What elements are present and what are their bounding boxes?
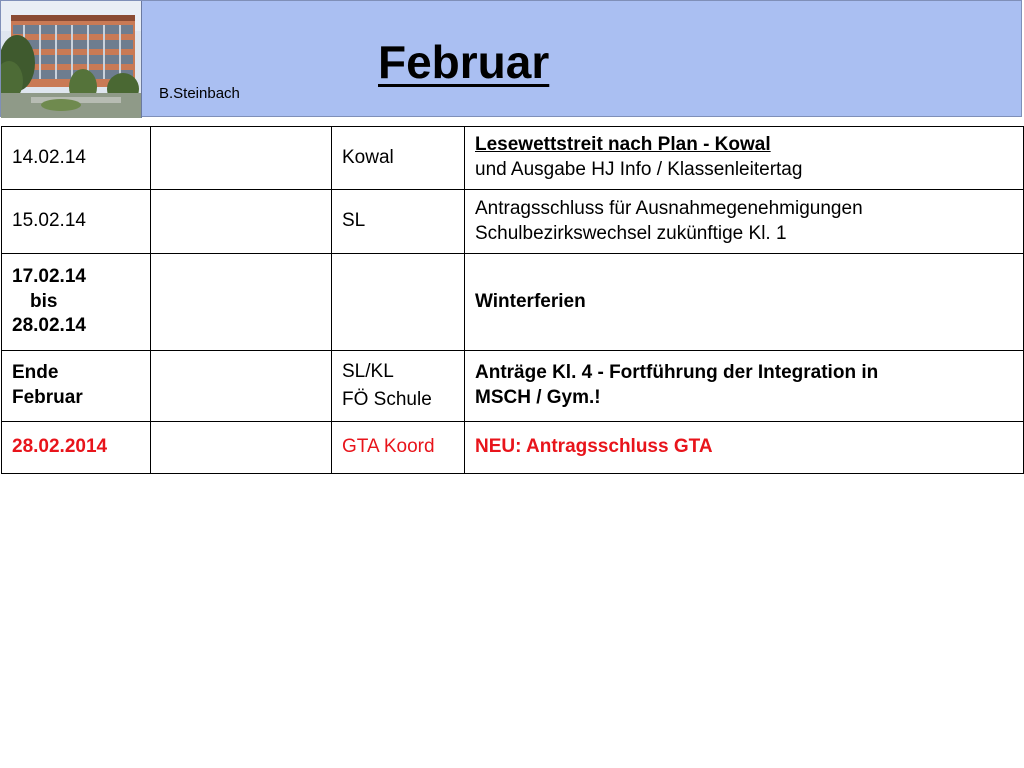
date-range-cell [2, 254, 151, 351]
responsible-cell [332, 351, 465, 422]
event-line-1: Antragsschluss für Ausnahmegenehmigungen [475, 197, 863, 219]
table-row [2, 422, 1024, 474]
date-range-separator: bis [30, 290, 58, 312]
school-building-photo [1, 1, 142, 118]
responsible-cell [332, 422, 465, 474]
event-cell [465, 351, 1024, 422]
date-range-end: 28.02.14 [12, 315, 86, 337]
date-range-start: 17.02.14 [12, 265, 86, 287]
responsible-text: Kowal [342, 146, 394, 168]
table-row [2, 127, 1024, 190]
event-title: Lesewettstreit nach Plan - Kowal [475, 134, 771, 156]
event-line-2: MSCH / Gym.! [475, 387, 601, 408]
event-cell [465, 190, 1024, 254]
date-cell [2, 422, 151, 474]
empty-cell [151, 422, 332, 474]
date-line-1: Ende [12, 362, 59, 384]
empty-cell [151, 190, 332, 254]
event-cell [465, 254, 1024, 351]
date-cell [2, 190, 151, 254]
date-text: 15.02.14 [12, 210, 86, 232]
date-text: 14.02.14 [12, 146, 86, 168]
empty-cell [151, 351, 332, 422]
table-row [2, 190, 1024, 254]
empty-cell [151, 254, 332, 351]
responsible-cell [332, 190, 465, 254]
event-line-2: Schulbezirkswechsel zukünftige Kl. 1 [475, 222, 787, 244]
responsible-text: SL [342, 210, 366, 232]
date-cell [2, 351, 151, 422]
date-cell [2, 127, 151, 190]
page-title: Februar [378, 36, 550, 88]
empty-cell [151, 127, 332, 190]
event-cell [465, 422, 1024, 474]
event-title: NEU: Antragsschluss GTA [475, 436, 713, 458]
table-row [2, 254, 1024, 351]
date-text: 28.02.2014 [12, 436, 108, 458]
event-detail: und Ausgabe HJ Info / Klassenleitertag [475, 159, 803, 180]
responsible-line-2: FÖ Schule [342, 389, 432, 410]
responsible-line-1: SL/KL [342, 361, 394, 383]
author-label: B.Steinbach [159, 85, 240, 102]
schedule-table [1, 126, 1024, 474]
responsible-cell [332, 254, 465, 351]
table-row [2, 351, 1024, 422]
event-title: Winterferien [475, 290, 586, 312]
date-line-2: Februar [12, 387, 83, 408]
responsible-cell [332, 127, 465, 190]
event-line-1: Anträge Kl. 4 - Fortführung der Integration in [475, 362, 879, 384]
event-cell [465, 127, 1024, 190]
responsible-text: GTA Koord [342, 436, 435, 458]
header-banner [0, 0, 1022, 117]
